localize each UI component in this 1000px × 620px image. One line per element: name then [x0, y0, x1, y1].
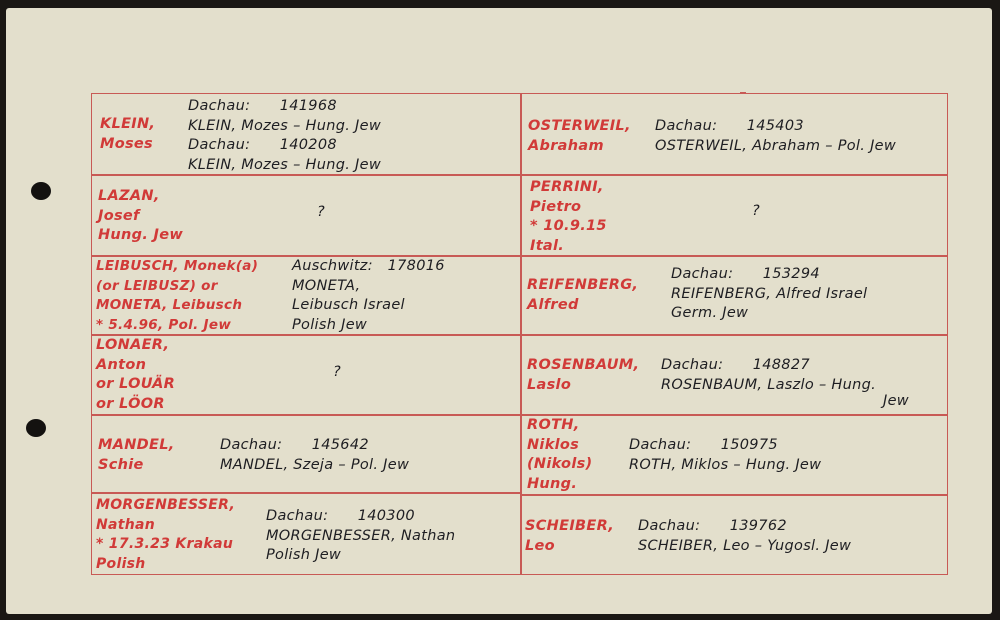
entry-record: Dachau: 141968 KLEIN, Mozes – Hung. Jew Dachau: 140208 KLEIN, Mozes – Hung. Jew	[188, 98, 381, 173]
unknown-record-mark: ?	[752, 203, 760, 219]
punch-hole-top	[31, 182, 51, 200]
entry-name: LEIBUSCH, Monek(a) (or LEIBUSZ) or MONETA, Leibusch * 5.4.96, Pol. Jew	[96, 258, 259, 333]
entry-record: Auschwitz: 178016 MONETA, Leibusch Israel Polish Jew	[292, 258, 445, 333]
entry-name: MORGENBESSER, Nathan * 17.3.23 Krakau Polish	[96, 497, 236, 572]
entry-record: Dachau: 140300 MORGENBESSER, Nathan Polish Jew	[266, 508, 456, 563]
entry-name: SCHEIBER, Leo	[525, 518, 615, 554]
entry-record: Dachau: 139762 SCHEIBER, Leo – Yugosl. Jew	[638, 518, 852, 554]
entry-name: OSTERWEIL, Abraham	[528, 118, 631, 154]
entry-name: REIFENBERG, Alfred	[527, 277, 639, 313]
entry-name: ROSENBAUM, Laslo	[527, 357, 640, 393]
row-divider-right	[520, 334, 947, 336]
entry-record: Dachau: 148827 ROSENBAUM, Laszlo – Hung. Jew	[661, 357, 909, 409]
unknown-record-mark: ?	[317, 204, 325, 220]
punch-hole-bottom	[26, 419, 46, 437]
entry-name: MANDEL, Schie	[98, 437, 175, 473]
entry-record: Dachau: 145642 MANDEL, Szeja – Pol. Jew	[220, 437, 410, 473]
entry-name: LONAER, Anton or LOUÄR or LÖOR	[96, 337, 176, 412]
entry-name: KLEIN, Moses	[100, 116, 156, 152]
row-divider-left	[92, 492, 520, 494]
entry-record: Dachau: 145403 OSTERWEIL, Abraham – Pol. Jew	[655, 118, 897, 154]
row-divider-right	[520, 494, 947, 496]
entry-name: ROTH, Niklos (Nikols) Hung.	[527, 417, 593, 492]
entry-record: Dachau: 153294 REIFENBERG, Alfred Israel Germ. Jew	[671, 266, 868, 321]
entry-name: LAZAN, Josef Hung. Jew	[98, 188, 184, 243]
row-divider-right	[520, 174, 947, 176]
unknown-record-mark: ?	[333, 364, 341, 380]
entry-name: PERRINI, Pietro * 10.9.15 Ital.	[530, 179, 607, 254]
entry-record: Dachau: 150975 ROTH, Miklos – Hung. Jew	[629, 437, 822, 473]
row-divider-left	[92, 414, 520, 416]
